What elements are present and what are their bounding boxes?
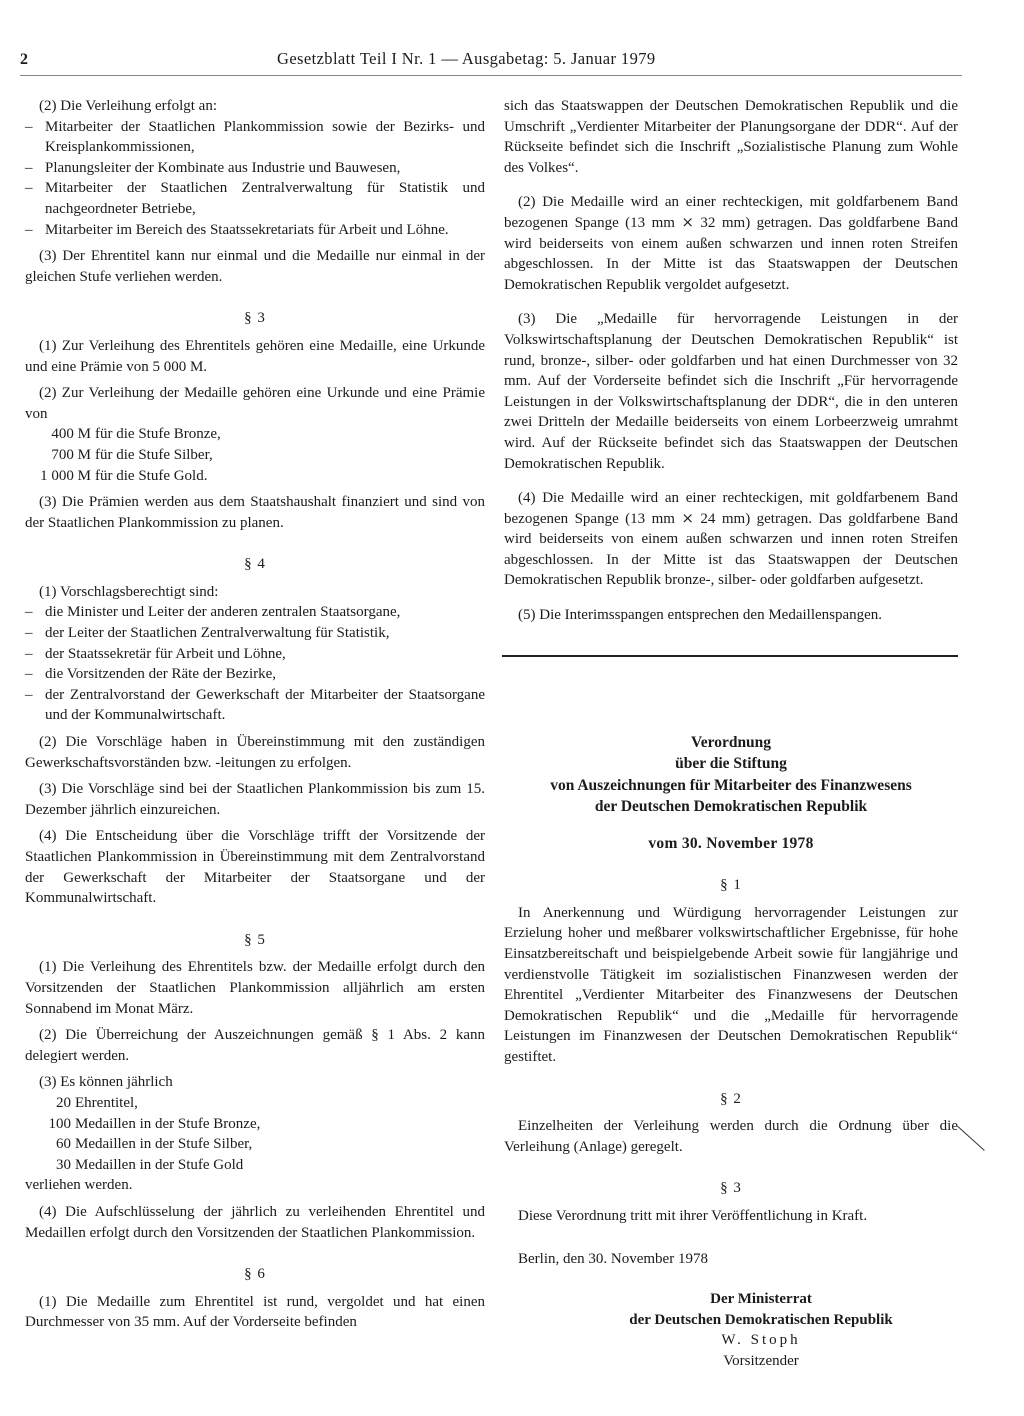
page-number: 2: [20, 51, 28, 68]
paragraph-6-4: (4) Die Medaille wird an einer rechteckigen, mit goldfarbenem Band bezogenen Spange (13 mm ⨯ 24 mm) getragen. Das goldfarbene Band wird beiderseits von einem außen schwarzen und innen roten Streifen abgeschlossen. In der Mitte ist das Staatswappen der Deutschen Demokratischen Republik bronze-, silber- oder goldfarben aufgesetzt.: [504, 490, 958, 589]
list-item: – Mitarbeiter der Staatlichen Zentralverwaltung für Statistik und nachgeordneter Betriebe,: [25, 180, 485, 217]
paragraph-6-1-continued: sich das Staatswappen der Deutschen Demokratischen Republik und die Umschrift „Verdienter Mitarbeiter der Planungsorgane der DDR“. Auf der Rückseite befindet sich die Inschrift „Sozialistische Planung zum Wohle des Volkes“.: [504, 98, 958, 176]
section-heading-5: § 5: [244, 931, 266, 948]
paragraph-6-3: (3) Die „Medaille für hervorragende Leistungen in der Volkswirtschaftsplanung der Deutschen Demokratischen Republik“ ist rund, bronze-, silber- oder goldfarben und hat einen Durchmesser von 32 mm. Auf der Vorderseite befindet sich die Inschrift „Für hervorragende Leistungen in der Volkswirtschaftsplanung der DDR“, die in den unteren zwei Dritteln der Medaille beiderseits von einem Lorbeerzweig umrahmt wird. Auf der Rückseite befindet sich das Staatswappen der Deutschen Demokratischen Republik.: [504, 311, 958, 472]
ordinance-title: [504, 732, 958, 818]
list-item: 100 Medaillen in der Stufe Bronze,: [48, 1115, 261, 1132]
signatory-body: Der Ministerrat: [710, 1291, 812, 1308]
list-item: – Mitarbeiter im Bereich des Staatssekretariats für Arbeit und Löhne.: [25, 221, 449, 238]
section-heading-3-ordinance: § 3: [720, 1180, 742, 1197]
paragraph-4-3: (3) Die Vorschläge sind bei der Staatlichen Plankommission bis zum 15. Dezember jährlich einzureichen.: [25, 781, 485, 818]
ordinance-title-line: von Auszeichnungen für Mitarbeiter des Finanzwesens: [550, 776, 912, 794]
paragraph-5-3-outro: verliehen werden.: [25, 1177, 133, 1194]
paragraph-3-1: (1) Zur Verleihung des Ehrentitels gehören eine Medaille, eine Urkunde und eine Prämie von 5 000 M.: [25, 337, 485, 375]
award-quota-list: [25, 1093, 485, 1175]
list-item: – die Vorsitzenden der Räte der Bezirke,: [25, 666, 277, 683]
section-heading-3: § 3: [244, 310, 266, 327]
paragraph-6-2: (2) Die Medaille wird an einer rechteckigen, mit goldfarbenem Band bezogenen Spange (13 mm ⨯ 32 mm) getragen. Das goldfarbene Band wird beiderseits von einem außen schwarzen und innen roten Streifen abgeschlossen. In der Mitte ist das Staatswappen der Deutschen Demokratischen Republik vergoldet aufgesetzt.: [504, 194, 958, 293]
ordinance-paragraph-3: Diese Verordnung tritt mit ihrer Veröffentlichung in Kraft.: [518, 1207, 868, 1224]
spacer: [504, 626, 958, 732]
ordinance-paragraph-2: Einzelheiten der Verleihung werden durch die Ordnung über die Verleihung (Anlage) geregelt.: [504, 1118, 958, 1155]
list-item: – der Staatssekretär für Arbeit und Löhne,: [25, 645, 286, 662]
signatory-body: der Deutschen Demokratischen Republik: [629, 1311, 893, 1328]
list-item: – die Minister und Leiter der anderen zentralen Staatsorgane,: [25, 604, 401, 621]
paragraph-3-2-intro: (2) Zur Verleihung der Medaille gehören eine Urkunde und eine Prämie von: [25, 385, 485, 422]
list-item: 20 Ehrentitel,: [56, 1094, 138, 1111]
paragraph-4-1-intro: (1) Vorschlagsberechtigt sind:: [39, 583, 219, 600]
paragraph-4-2: (2) Die Vorschläge haben in Übereinstimmung mit den zuständigen Gewerkschaftsvorständen bzw. -leitungen zu erfolgen.: [25, 734, 485, 771]
list-item: 400 M für die Stufe Bronze,: [51, 426, 221, 443]
paragraph-3-3: (3) Die Prämien werden aus dem Staatshaushalt finanziert und sind von der Staatlichen Plankommission zu planen.: [25, 494, 485, 531]
proposer-list: [25, 602, 485, 726]
paragraph-5-1: (1) Die Verleihung des Ehrentitels bzw. der Medaille erfolgt durch den Vorsitzenden der Staatlichen Plankommission alljährlich am ersten Sonnabend im Monat März.: [25, 959, 485, 1017]
list-item: – der Zentralvorstand der Gewerkschaft der Mitarbeiter der Staatsorgane und der Kommunalwirtschaft.: [25, 686, 485, 724]
running-header: Gesetzblatt Teil I Nr. 1 — Ausgabetag: 5. Januar 1979: [277, 49, 656, 68]
list-item: 700 M für die Stufe Silber,: [51, 446, 213, 463]
paragraph-5-2: (2) Die Überreichung der Auszeichnungen gemäß § 1 Abs. 2 kann delegiert werden.: [25, 1027, 485, 1064]
section-heading-4: § 4: [244, 556, 266, 573]
ordinance-title-line: der Deutschen Demokratischen Republik: [594, 798, 868, 816]
list-item: – der Leiter der Staatlichen Zentralverwaltung für Statistik,: [25, 625, 390, 642]
paragraph-5-4: (4) Die Aufschlüsselung der jährlich zu verleihenden Ehrentitel und Medaillen erfolgt durch den Vorsitzenden der Staatlichen Plankommission.: [25, 1203, 485, 1241]
right-column: [504, 96, 958, 1372]
paragraph-2-2-intro: (2) Die Verleihung erfolgt an:: [39, 98, 218, 114]
ordinance-title-line: über die Stiftung: [675, 755, 787, 773]
list-item: – Mitarbeiter der Staatlichen Plankommission sowie der Bezirks- und Kreisplankommissionen,: [25, 118, 485, 156]
prize-amount-list: [25, 424, 485, 486]
paragraph-6-1: (1) Die Medaille zum Ehrentitel ist rund, vergoldet und hat einen Durchmesser von 35 mm. Auf der Vorderseite befinden: [25, 1293, 485, 1331]
ordinance-date: vom 30. November 1978: [648, 834, 814, 852]
paragraph-6-5: (5) Die Interimsspangen entsprechen den Medaillenspangen.: [518, 607, 883, 624]
left-column: [25, 96, 485, 1333]
header-rule: [20, 75, 962, 76]
section-divider: [502, 655, 958, 657]
list-item: 1 000 M für die Stufe Gold.: [40, 467, 208, 484]
section-heading-1: § 1: [720, 877, 742, 894]
list-item: 30 Medaillen in der Stufe Gold: [56, 1156, 244, 1173]
paragraph-2-3: (3) Der Ehrentitel kann nur einmal und die Medaille nur einmal in der gleichen Stufe verliehen werden.: [25, 248, 485, 285]
ordinance-paragraph-1: In Anerkennung und Würdigung hervorragender Leistungen zur Erzielung hoher und meßbarer volkswirtschaftlicher Ergebnisse, für hohe Einsatzbereitschaft und beispielgebende Arbeit sowie für langjährige und verdienstvolle Tätigkeit im sozialistischen Finanzwesen werden der Ehrentitel „Verdienter Mitarbeiter des Finanzwesens der Deutschen Demokratischen Republik“ und die „Medaille für hervorragende Leistungen im Finanzwesen der Deutschen Demokratischen Republik“ gestiftet.: [504, 904, 958, 1065]
recipient-list: [25, 117, 485, 241]
list-item: – Planungsleiter der Kombinate aus Industrie und Bauwesen,: [25, 159, 401, 176]
stray-pen-mark: [957, 1126, 984, 1151]
paragraph-5-3-intro: (3) Es können jährlich: [39, 1074, 173, 1091]
list-item: 60 Medaillen in der Stufe Silber,: [56, 1136, 253, 1153]
signatory-role: Vorsitzender: [723, 1352, 799, 1369]
ordinance-title-line: Verordnung: [690, 733, 772, 751]
section-heading-6: § 6: [244, 1266, 266, 1283]
signatory-name: W. Stoph: [721, 1332, 801, 1349]
place-and-date: Berlin, den 30. November 1978: [518, 1250, 708, 1267]
paragraph-4-4: (4) Die Entscheidung über die Vorschläge trifft der Vorsitzende der Staatlichen Plankommission in Übereinstimmung mit dem Zentralvorstand der Gewerkschaft der Mitarbeiter der Staatsorgane und der Kommunalwirtschaft.: [25, 828, 485, 907]
section-heading-2: § 2: [720, 1090, 742, 1107]
signature-block: [504, 1289, 958, 1371]
